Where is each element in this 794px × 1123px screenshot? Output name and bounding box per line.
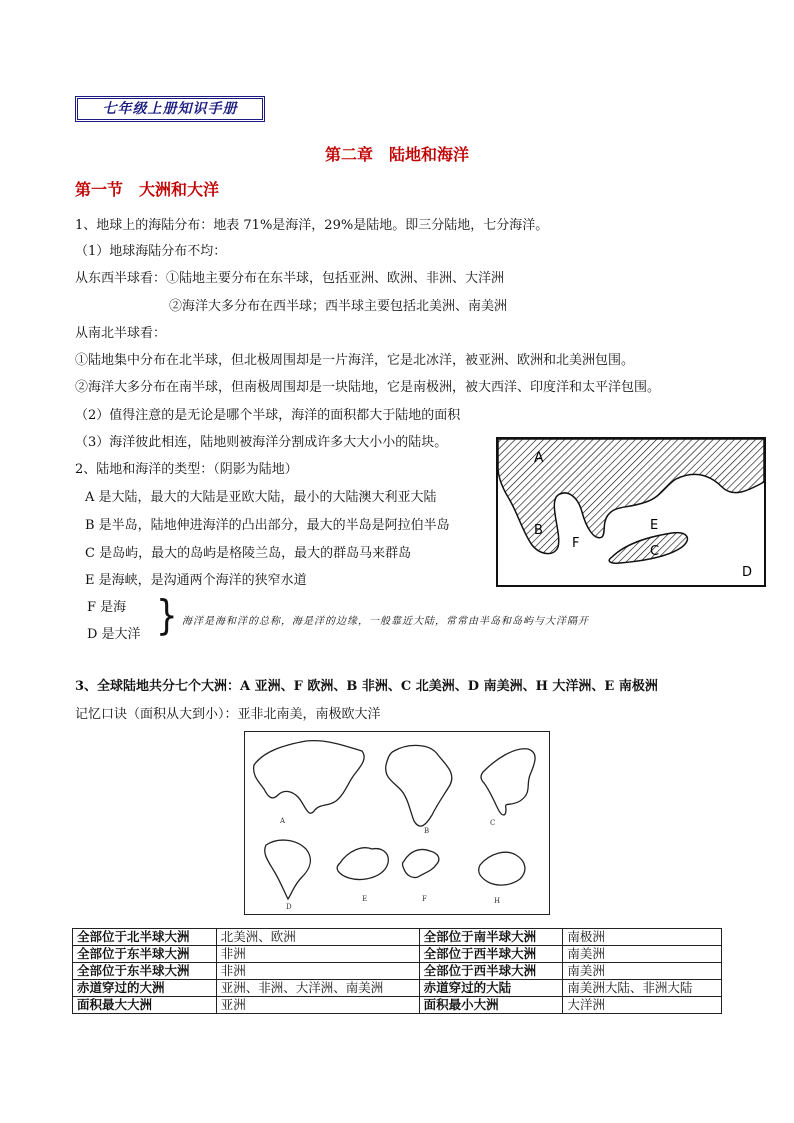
para-2-e: E 是海峡，是沟通两个海洋的狭窄水道 <box>85 573 307 588</box>
table-row <box>73 929 722 946</box>
table-cell: 全部位于南半球大洲 <box>419 929 563 946</box>
table-cell: 亚洲 <box>216 997 419 1014</box>
para-1-1: （1）地球海陆分布不均： <box>75 244 227 259</box>
para-1-2: （2）值得注意的是无论是哪个半球，海洋的面积都大于陆地的面积 <box>75 408 461 423</box>
map-label-b: B <box>424 827 430 835</box>
table-cell: 赤道穿过的大洲 <box>73 980 217 997</box>
para-north-south-1: ①陆地集中分布在北半球，但北极周围却是一片海洋，它是北冰洋，被亚洲、欧洲和北美洲包围。 <box>75 353 635 368</box>
chapter-title: 第二章 陆地和海洋 <box>324 145 469 164</box>
table-cell: 亚洲、非洲、大洋洲、南美洲 <box>216 980 419 997</box>
table-row <box>73 946 722 963</box>
label-e: E <box>650 518 659 533</box>
para-east-west: 从东西半球看：①陆地主要分布在东半球，包括亚洲、欧洲、非洲、大洋洲 <box>75 271 505 286</box>
table-cell: 南美洲 <box>563 946 722 963</box>
label-f: F <box>572 536 580 551</box>
para-east-west-2: ②海洋大多分布在西半球；西半球主要包括北美洲、南美洲 <box>169 299 508 314</box>
table-cell: 面积最小大洲 <box>419 997 563 1014</box>
map-frame <box>245 732 550 915</box>
header-badge: 七年级上册知识手册 <box>75 96 265 122</box>
table-cell: 赤道穿过的大陆 <box>419 980 563 997</box>
table-cell: 全部位于东半球大洲 <box>73 946 217 963</box>
para-1: 1、地球上的海陆分布：地表 71%是海洋，29%是陆地。即三分陆地，七分海洋。 <box>75 218 549 233</box>
table-cell: 南极洲 <box>563 929 722 946</box>
sea-ocean-note: 海洋是海和洋的总称，海是洋的边缘，一般靠近大陆，常常由半岛和岛屿与大洋隔开 <box>182 616 589 627</box>
para-2-b: B 是半岛，陆地伸进海洋的凸出部分，最大的半岛是阿拉伯半岛 <box>85 518 450 533</box>
continent-summary-table <box>72 928 722 1014</box>
label-c: C <box>650 544 660 559</box>
map-label-a: A <box>280 817 286 825</box>
para-2-f: F 是海 <box>87 600 127 615</box>
para-2: 2、陆地和海洋的类型：（阴影为陆地） <box>75 462 298 477</box>
table-row <box>73 963 722 980</box>
map-label-c: C <box>490 819 496 827</box>
continents-map <box>244 731 550 915</box>
table-cell: 面积最大大洲 <box>73 997 217 1014</box>
table-cell: 南美洲大陆、非洲大陆 <box>563 980 722 997</box>
section-title: 第一节 大洲和大洋 <box>75 180 220 199</box>
para-2-a: A 是大陆，最大的大陆是亚欧大陆，最小的大陆澳大利亚大陆 <box>85 490 437 505</box>
table-row <box>73 980 722 997</box>
land-sea-diagram <box>496 437 766 587</box>
map-label-f: F <box>422 895 427 903</box>
map-label-h: H <box>494 897 501 905</box>
para-1-3: （3）海洋彼此相连，陆地则被海洋分割成许多大大小小的陆块。 <box>75 435 448 450</box>
label-a: A <box>534 450 544 466</box>
map-label-d: D <box>286 903 292 911</box>
table-cell: 大洋洲 <box>563 997 722 1014</box>
table-cell: 全部位于西半球大洲 <box>419 963 563 980</box>
table-cell: 北美洲、欧洲 <box>216 929 419 946</box>
para-3: 3、全球陆地共分七个大洲：A 亚洲、F 欧洲、B 非洲、C 北美洲、D 南美洲、H 大洋洲、E 南极洲 <box>75 679 658 694</box>
table-cell: 全部位于东半球大洲 <box>73 963 217 980</box>
table-row <box>73 997 722 1014</box>
label-b: B <box>534 523 543 538</box>
para-north-south: 从南北半球看： <box>75 326 167 341</box>
table-cell: 全部位于西半球大洲 <box>419 946 563 963</box>
label-d: D <box>742 565 753 580</box>
table-cell: 非洲 <box>216 963 419 980</box>
table-cell: 非洲 <box>216 946 419 963</box>
para-3-mnemonic: 记忆口诀（面积从大到小）：亚非北南美，南极欧大洋 <box>75 707 381 722</box>
table-cell: 全部位于北半球大洲 <box>73 929 217 946</box>
para-north-south-2: ②海洋大多分布在南半球，但南极周围却是一块陆地，它是南极洲，被大西洋、印度洋和太平洋包围。 <box>75 380 661 395</box>
map-label-e: E <box>362 895 368 903</box>
brace-icon: } <box>156 592 178 640</box>
para-2-c: C 是岛屿，最大的岛屿是格陵兰岛，最大的群岛马来群岛 <box>85 546 412 561</box>
table-cell: 南美洲 <box>563 963 722 980</box>
para-2-d: D 是大洋 <box>87 627 141 642</box>
